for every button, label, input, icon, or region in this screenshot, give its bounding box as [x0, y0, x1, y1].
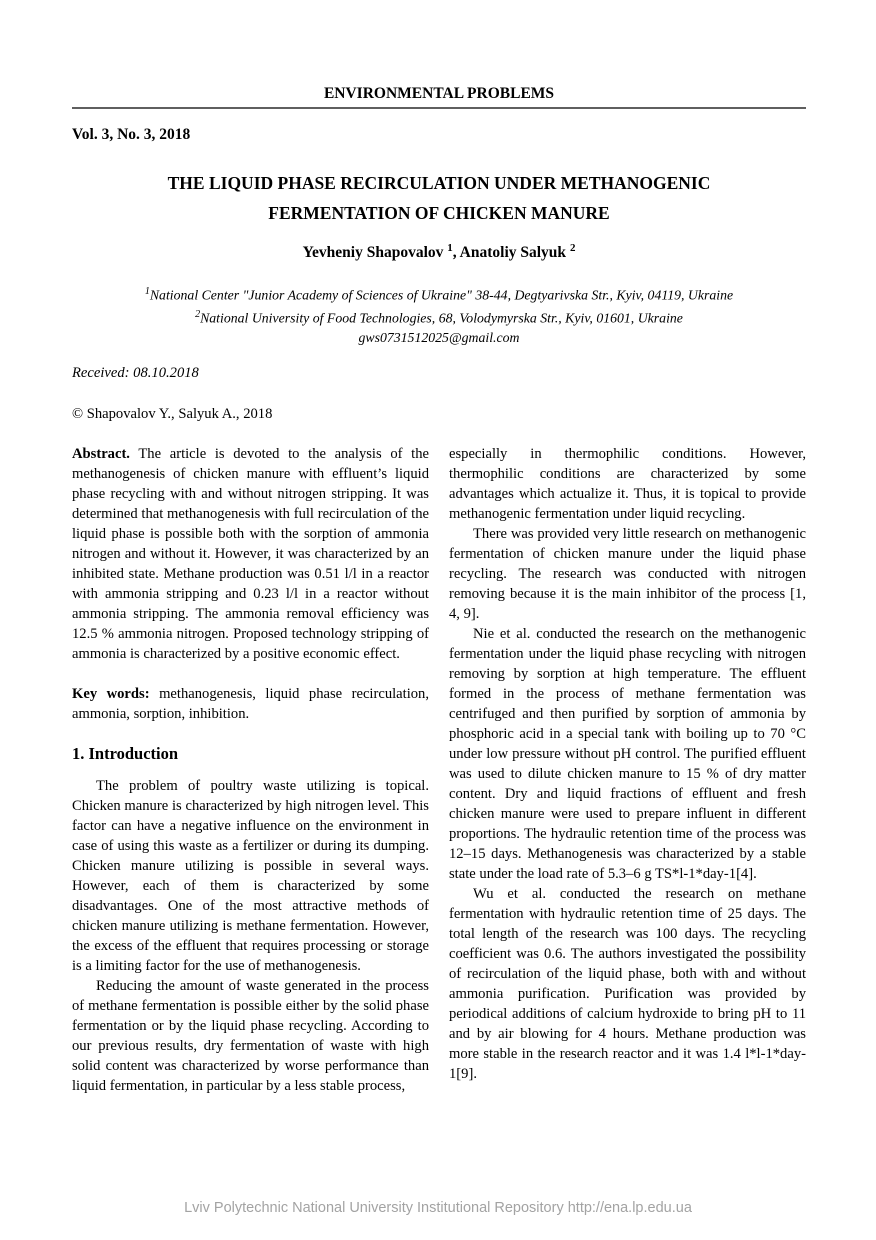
authors-separator: ,: [452, 244, 460, 262]
affiliation-line: [72, 282, 806, 305]
copyright-line: © Shapovalov Y., Salyuk A., 2018: [72, 405, 273, 422]
affiliation-line: [72, 305, 806, 328]
affiliation-sup: 2: [195, 309, 201, 321]
abstract-label: Abstract.: [72, 445, 130, 462]
keywords-paragraph: [72, 684, 429, 724]
journal-header: [72, 0, 806, 109]
affiliation-text: National University of Food Technologies, 68, Volodymyrska Str., Kyiv, 01601, Ukraine: [200, 310, 683, 326]
intro-paragraph: Reducing the amount of waste generated in the process of methane fermentation is possible either by the solid phase fermentation or by the liquid phase recycling. According to our previous results, dry fermentation of waste with high solid content was characterized by worse performance than liquid fermentation, in particular by a less stable process,: [72, 977, 429, 1094]
authors-line: [72, 242, 806, 262]
volume-line: Vol. 3, No. 3, 2018: [72, 126, 191, 143]
received-line: Received: 08.10.2018: [72, 364, 199, 381]
keywords-label: Key words:: [72, 685, 150, 702]
abstract-paragraph: [72, 444, 429, 664]
author-sup: 1: [447, 242, 453, 254]
intro-paragraph: There was provided very little research on methanogenic fermentation of chicken manure under the liquid phase recycling. The research was conducted with nitrogen removing because it is the main inhibitor of the process [1, 4, 9].: [449, 525, 806, 622]
page-content: [72, 0, 806, 1096]
intro-paragraph: Wu et al. conducted the research on methane fermentation with hydraulic retention time of 25 days. The total length of the research was 100 days. The recycling coefficient was 0.6. The authors investigated the possibility of recirculation of the liquid phase, both with and without ammonia purification. Purification was provided by periodical additions of calcium hydroxide to bring pH to 11 and by air blowing for 4 hours. Methane production was more stable in the research reactor and it was 1.4 l*l-1*day-1[9].: [449, 885, 806, 1082]
two-column-body: [72, 444, 806, 1096]
journal-title: ENVIRONMENTAL PROBLEMS: [323, 85, 555, 102]
affiliation-sup: 1: [144, 286, 150, 298]
affiliation-text: National Center "Junior Academy of Sciences of Ukraine" 38-44, Degtyarivska Str., Kyiv, 04119, Ukraine: [149, 287, 734, 303]
keywords-text: methanogenesis, liquid phase recirculation, ammonia, sorption, inhibition.: [72, 685, 430, 722]
intro-paragraph: Nie et al. conducted the research on the methanogenic fermentation under the liquid phase recycling with nitrogen removing by sorption at high temperature. The effluent formed in the process of methane fermentation was centrifuged and then purified by sorption of ammonia by phosphoric acid in a special tank with boiling up to 70 °C under low pressure without pH control. The purified effluent was used to dilute chicken manure to 15 % of dry matter content. Dry and liquid fractions of effluent and fresh chicken manure were used to prepare influent in different proportions. The hydraulic retention time of the process was 12–15 days. Methanogenesis was characterized by a stable state under the load rate of 5.3–6 g TS*l-1*day-1[4].: [449, 625, 806, 882]
abstract-text: The article is devoted to the analysis of the methanogenesis of chicken manure with effluent’s liquid phase recycling with and without nitrogen stripping. It was determined that methanogenesis with full recirculation of the liquid phase is possible both with the sorption of ammonia nitrogen and without it. However, it was characterized by an inhibited state. Methane production was 0.51 l/l in a reactor with ammonia stripping and 0.23 l/l in a reactor without ammonia stripping. The ammonia removal efficiency was 12.5 % ammonia nitrogen. Proposed technology stripping of ammonia is characterized by a positive economic effect.: [72, 445, 429, 662]
right-column: [449, 444, 806, 1096]
email-line: gws0731512025@gmail.com: [358, 330, 520, 346]
left-column: [72, 444, 429, 1096]
author-name: Anatoliy Salyuk: [459, 244, 567, 262]
author-name: Yevheniy Shapovalov: [302, 244, 444, 262]
author-sup: 2: [569, 242, 576, 254]
repository-footer: Lviv Polytechnic National University Institutional Repository http://ena.lp.edu.ua: [184, 1200, 692, 1216]
article-title: THE LIQUID PHASE RECIRCULATION UNDER METHANOGENIC FERMENTATION OF CHICKEN MANURE: [167, 173, 711, 223]
section-heading-introduction: 1. Introduction: [72, 743, 179, 763]
intro-paragraph: The problem of poultry waste utilizing is topical. Chicken manure is characterized by high nitrogen level. This factor can have a negative influence on the environment in case of using this waste as a fertilizer or during its dumping. Chicken manure utilizing is possible in several ways. However, each of them is characterized by some disadvantages. One of the most attractive methods of chicken manure utilizing is methane fermentation. However, the excess of the effluent that requires processing or storage is a limiting factor for the use of methanogenesis.: [72, 777, 429, 974]
affiliations: [72, 282, 806, 348]
intro-paragraph-continuation: especially in thermophilic conditions. However, thermophilic conditions are characterized by some advantages which actualize it. Thus, it is topical to provide methanogenic fermentation under liquid recycling.: [449, 445, 806, 522]
